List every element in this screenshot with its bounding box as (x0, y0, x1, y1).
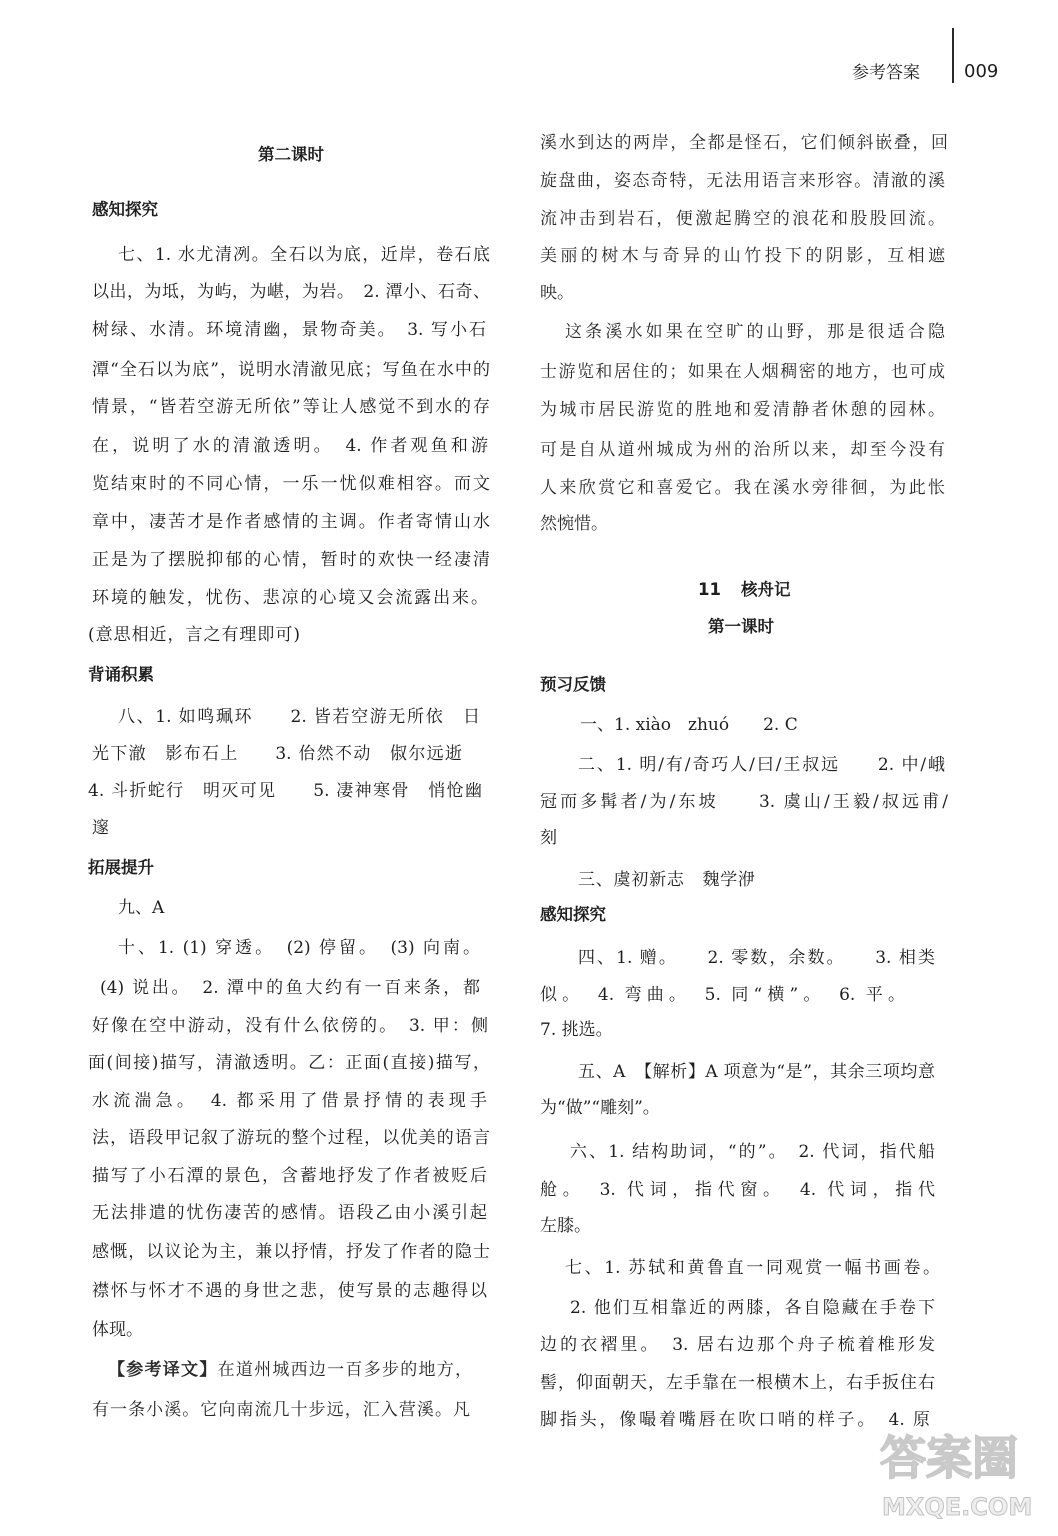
answer-line: 章中，凄苦才是作者感情的主调。作者寄情山水 (92, 512, 490, 532)
section-title-extension: 拓展提升 (88, 858, 154, 877)
section-title-perception: 感知探究 (92, 200, 158, 219)
answer-line: 七、1. 水尤清冽。全石以为底，近岸，卷石底 (118, 245, 490, 265)
answer-line: 三、虞初新志 魏学洢 (578, 870, 755, 890)
answer-line: 七、1. 苏轼和黄鲁直一同观赏一幅书画卷。 (565, 1258, 940, 1278)
answer-note: (意思相近，言之有理即可) (88, 625, 300, 645)
chapter-heading (698, 579, 790, 601)
answer-line: 似。 4. 弯曲。 5. 同“横”。 6. 平。 (540, 985, 905, 1005)
answer-line: 襟怀与怀才不遇的身世之悲，使写景的志趣得以 (92, 1281, 487, 1301)
answer-line: 左膝。 (540, 1216, 591, 1236)
answer-line: 描写了小石潭的景色，含蓄地抒发了作者被贬后 (92, 1166, 487, 1186)
translation-tag: 【参考译文】 (108, 1360, 218, 1380)
translation-line: 溪水到达的两岸，全都是怪石，它们倾斜嵌叠，回 (540, 133, 948, 153)
answer-line: 7. 挑选。 (540, 1020, 613, 1040)
answer-line: 六、1. 结构助词，“的”。 2. 代词，指代船 (570, 1142, 935, 1162)
answer-line: 髻，仰面朝天，左手靠在一根横木上，右手扳住右 (540, 1373, 935, 1393)
answer-line: 光下澈 影布石上 3. 佁然不动 俶尔远逝 (92, 744, 462, 764)
translation-line: 这条溪水如果在空旷的山野，那是很适合隐 (565, 322, 945, 342)
answer-line: 览结束时的不同心情，一乐一忧似难相容。而文 (92, 474, 490, 494)
answer-line: 正是为了摆脱抑郁的心情，暂时的欢快一经凄清 (92, 550, 490, 570)
translation-line: 有一条小溪。它向南流几十步远，汇入营溪。凡 (92, 1400, 470, 1420)
running-header-label: 参考答案 (852, 63, 920, 83)
watermark-logo: 答案圈 (880, 1431, 1018, 1485)
answer-line: 边的衣褶里。 3. 居右边那个舟子梳着椎形发 (540, 1335, 935, 1355)
translation-line: 士游览和居住的；如果在人烟稠密的地方，也可成 (540, 362, 945, 382)
translation-line: 可是自从道州城成为州的治所以来，却至今没有 (540, 440, 945, 460)
section-title-preview: 预习反馈 (540, 675, 606, 694)
answer-line: 八、1. 如鸣珮环 2. 皆若空游无所依 日 (118, 707, 480, 727)
answer-line: 2. 他们互相靠近的两膝，各自隐藏在手卷下 (570, 1298, 935, 1318)
translation-text: 在道州城西边一百多步的地方， (217, 1360, 472, 1380)
lesson-heading: 第一课时 (708, 617, 774, 636)
answer-line: 在，说明了水的清澈透明。 4. 作者观鱼和游 (92, 436, 488, 456)
answer-line: 四、1. 赠。 2. 零数，余数。 3. 相类 (578, 948, 935, 968)
answer-line: 冠而多髯者/为/东坡 3. 虞山/王毅/叔远甫/ (540, 792, 948, 812)
section-title-perception: 感知探究 (540, 905, 606, 924)
answer-line: 环境的触发，忧伤、悲凉的心境又会流露出来。 (92, 588, 488, 608)
answer-line: 潭“全石以为底”，说明水清澈见底；写鱼在水中的 (92, 360, 490, 380)
answer-line: 脚指头，像嘬着嘴唇在吹口哨的样子。 4. 原 (540, 1410, 930, 1430)
translation-line: 为城市居民游览的胜地和爱清静者休憩的园林。 (540, 400, 945, 420)
translation-line: 人来欣赏它和喜爱它。我在溪水旁徘徊，为此怅 (540, 478, 945, 498)
translation-first-line (108, 1359, 472, 1381)
chapter-number: 11 (698, 580, 721, 599)
answer-line: 感慨，以议论为主，兼以抒情，抒发了作者的隐士 (92, 1242, 490, 1262)
header-divider (952, 28, 954, 83)
translation-line: 然惋惜。 (540, 514, 608, 534)
answer-line: 一、1. xiào zhuó 2. C (580, 715, 798, 735)
answer-line: 十、1. (1) 穿透。 (2) 停留。 (3) 向南。 (118, 938, 480, 958)
answer-line: 法，语段甲记叙了游玩的整个过程，以优美的语言 (92, 1128, 490, 1148)
chapter-title: 核舟记 (740, 580, 791, 599)
answer-line: 邃 (92, 818, 109, 838)
answer-line: 刻 (540, 828, 557, 848)
answer-line: 树绿、水清。环境清幽，景物奇美。 3. 写小石 (92, 320, 486, 340)
watermark-url: MXQE.COM (882, 1493, 1033, 1521)
lesson-heading: 第二课时 (258, 145, 324, 164)
answer-line: 体现。 (92, 1320, 143, 1340)
translation-line: 映。 (540, 283, 574, 303)
answer-line: 舱。 3. 代词，指代窗。 4. 代词，指代 (540, 1180, 935, 1200)
answer-line: (4) 说出。 2. 潭中的鱼大约有一百来条，都 (100, 978, 480, 998)
answer-line: 五、A 【解析】A 项意为“是”，其余三项均意 (578, 1062, 935, 1082)
answer-line: 好像在空中游动，没有什么依傍的。 3. 甲：侧 (92, 1016, 488, 1036)
answer-line: 九、A (118, 898, 165, 918)
translation-line: 旋盘曲，姿态奇特，无法用语言来形容。清澈的溪 (540, 171, 945, 191)
answer-line: 以出，为坻，为屿，为嵁，为岩。 2. 潭小、石奇、 (92, 282, 490, 302)
answer-line: 无法排遣的忧伤凄苦的感情。语段乙由小溪引起 (92, 1203, 487, 1223)
answer-line: 为“做”“雕刻”。 (540, 1098, 660, 1118)
answer-line: 水流湍急。 4. 都采用了借景抒情的表现手 (92, 1091, 487, 1111)
section-title-recitation: 背诵积累 (88, 665, 154, 684)
answer-line: 二、1. 明/有/奇巧人/曰/王叔远 2. 中/峨 (578, 755, 945, 775)
answer-line: 4. 斗折蛇行 明灭可见 5. 凄神寒骨 悄怆幽 (88, 781, 482, 801)
page-number: 009 (964, 61, 999, 82)
translation-line: 美丽的树木与奇异的山竹投下的阴影，互相遮 (540, 246, 945, 266)
translation-line: 流冲击到岩石，便激起腾空的浪花和股股回流。 (540, 209, 945, 229)
answer-line: 情景，“皆若空游无所依”等让人感觉不到水的存 (92, 397, 490, 417)
answer-line: 面(间接)描写，清澈透明。乙：正面(直接)描写， (88, 1053, 490, 1073)
